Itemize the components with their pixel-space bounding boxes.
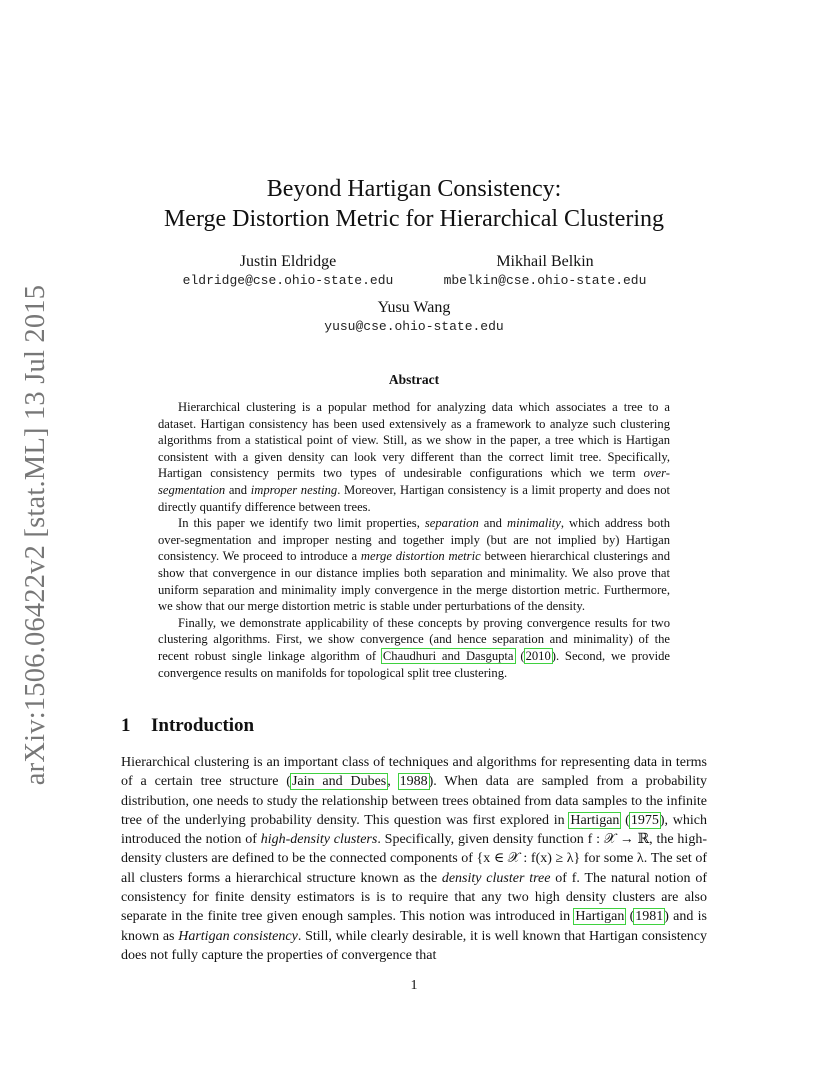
- abstract-paragraph-2: [158, 515, 670, 615]
- citation-link[interactable]: Hartigan: [575, 909, 625, 925]
- abstract-text: . Moreover, Hartigan consistency is a limit property and does not directly quantify difference between trees.: [158, 482, 671, 514]
- body-text: ,: [387, 774, 399, 790]
- intro-paragraph: [121, 753, 707, 965]
- author-name: Mikhail Belkin: [496, 253, 594, 270]
- citation-link[interactable]: 1975: [630, 812, 659, 828]
- author-email: mbelkin@cse.ohio-state.edu: [443, 273, 647, 288]
- title-line-2: Merge Distortion Metric for Hierarchical Clustering: [163, 206, 665, 232]
- emphasis-term: high-density clusters: [260, 832, 378, 848]
- section-number: 1: [121, 715, 131, 736]
- body-text: ). When data are sampled from a probability distribution, one needs to study the relationship between trees obtained from data samples to the infinite tree of the underlying probability density. This question was first explored in: [121, 774, 707, 828]
- emphasis-term: merge distortion metric: [360, 549, 481, 564]
- author-email: yusu@cse.ohio-state.edu: [324, 319, 504, 334]
- section-heading-introduction: [121, 715, 254, 737]
- emphasis-term: separation: [424, 516, 479, 531]
- body-text: ), which introduced the notion of: [121, 812, 707, 848]
- abstract-paragraph-3: [158, 615, 670, 681]
- body-text: Hierarchical clustering is an important class of techniques and algorithms for representing data in terms of a certain tree structure (: [121, 755, 707, 790]
- body-text: (: [620, 812, 630, 828]
- abstract-text: (: [514, 648, 525, 663]
- author-name: Justin Eldridge: [239, 253, 337, 270]
- abstract-text: and: [478, 516, 507, 531]
- abstract-text: Hierarchical clustering is a popular method for analyzing data which associates a tree to a dataset. Hartigan consistency has been used extensively as a framework to analyze such clustering algorithms from a statistical point of view. Still, as we show in the paper, a tree which is Hartigan consistent with a given density can look very different than the correct limit tree. Specifically, Hartigan consistency permits two types of undesirable configurations which we term: [158, 400, 670, 481]
- abstract-text: ). Second, we provide convergence results on manifolds for topological split tree clustering.: [158, 648, 670, 680]
- author-block-3: [300, 298, 528, 336]
- abstract-heading: Abstract: [388, 372, 440, 387]
- abstract-paragraph-1: [158, 399, 670, 515]
- arxiv-identifier-stamp: arXiv:1506.06422v2 [stat.ML] 13 Jul 2015: [20, 284, 51, 786]
- citation-link[interactable]: 1981: [635, 909, 664, 925]
- abstract-text: , which address both over-segmentation and improper nesting and together imply (but are not implied by) Hartigan consistency. We proceed to introduce a: [158, 516, 671, 564]
- body-text: ) and is known as: [121, 909, 707, 944]
- emphasis-term: over-segmentation: [158, 466, 670, 497]
- page-number: 1: [410, 978, 418, 993]
- body-text: . Specifically, given density function f : 𝒳 → ℝ, the high-density clusters are defined to be the connected components of {x ∈ 𝒳 : f(x) ≥ λ} for some λ. The set of all clusters forms a hierarchical structure known as the: [121, 832, 707, 886]
- body-text: (: [625, 909, 635, 925]
- abstract-text: In this paper we identify two limit properties,: [178, 516, 425, 531]
- author-email: eldridge@cse.ohio-state.edu: [182, 273, 394, 288]
- body-text: . Still, while clearly desirable, it is well known that Hartigan consistency does not fully capture the properties of convergence that: [121, 928, 708, 963]
- citation-link[interactable]: 1988: [399, 774, 428, 790]
- author-block-2: [432, 252, 658, 290]
- author-name: Yusu Wang: [377, 299, 451, 316]
- citation-link[interactable]: Chaudhuri and Dasgupta: [382, 648, 514, 663]
- emphasis-term: improper nesting: [250, 482, 338, 497]
- abstract-text: and: [225, 482, 251, 497]
- abstract-text: between hierarchical clusterings and show that convergence in our distance implies both separation and minimality. We also prove that uniform separation and minimality imply convergence in the merge distortion metric. Furthermore, we show that our merge distortion metric is stable under perturbations of the density.: [158, 549, 670, 614]
- citation-link[interactable]: Hartigan: [570, 812, 620, 828]
- citation-link[interactable]: 2010: [525, 648, 551, 663]
- emphasis-term: minimality: [506, 516, 561, 531]
- body-text: of f. The natural notion of consistency for finite density estimators is is to require that any two high density clusters are also separate in the finite tree given enough samples. This notion was introduced in: [121, 870, 707, 925]
- title-line-1: Beyond Hartigan Consistency:: [266, 176, 562, 202]
- citation-link[interactable]: Jain and Dubes: [291, 774, 387, 790]
- abstract-body: [158, 399, 670, 681]
- section-title: Introduction: [151, 715, 255, 736]
- emphasis-term: Hartigan consistency: [178, 928, 298, 944]
- abstract-text: Finally, we demonstrate applicability of these concepts by proving convergence results for two clustering algorithms. First, we show convergence (and hence separation and minimality) of the recent robust single linkage algorithm of: [158, 615, 670, 663]
- emphasis-term: density cluster tree: [441, 870, 551, 886]
- introduction-body: [121, 753, 707, 965]
- author-block-1: [170, 252, 406, 290]
- paper-title: [0, 174, 828, 234]
